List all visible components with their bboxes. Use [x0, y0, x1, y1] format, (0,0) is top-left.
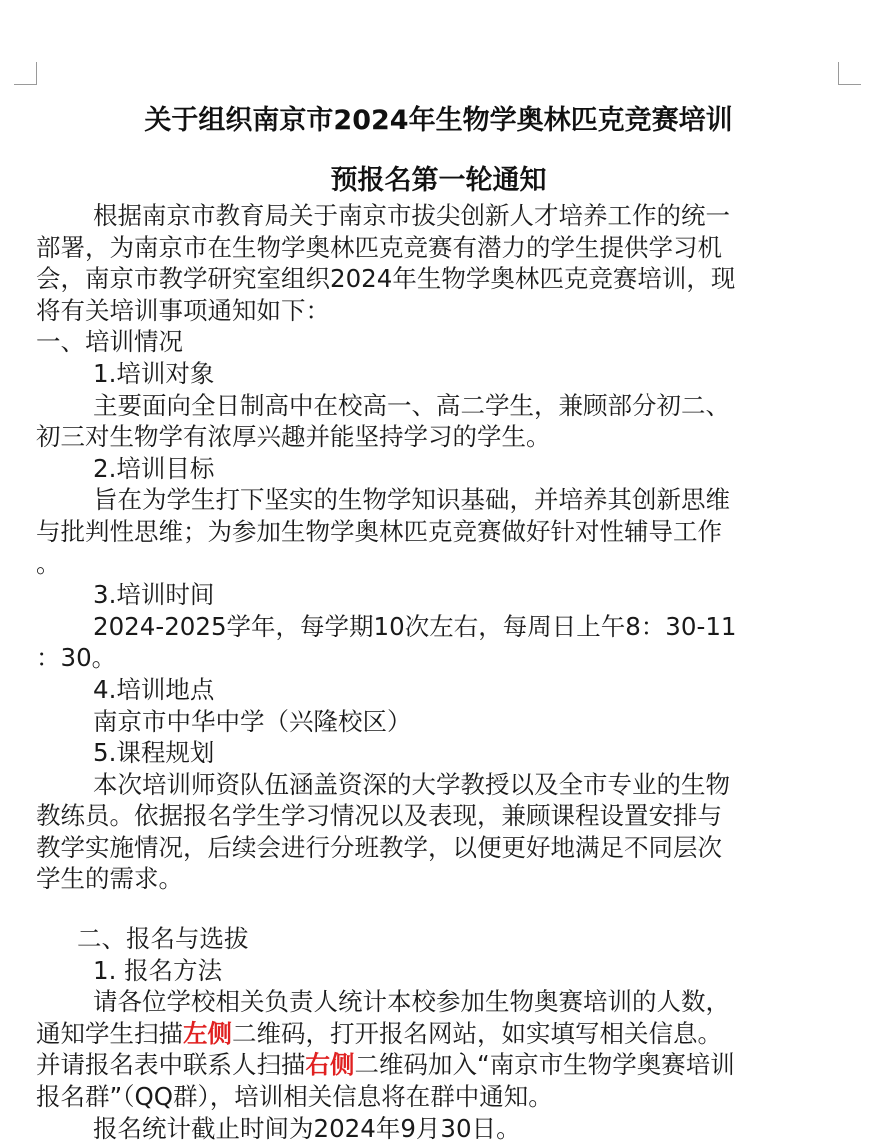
- text-segment: 二维码，打开报名网站，如实填写相关信息。: [232, 1018, 722, 1048]
- highlight-left-side: 左侧: [183, 1018, 232, 1048]
- intro-line: 将有关培训事项通知如下：: [36, 295, 330, 325]
- paragraph-line: 学生的需求。: [36, 864, 183, 894]
- paragraph-line-with-highlight: [36, 1018, 841, 1050]
- paragraph-line: ：30。: [36, 643, 117, 673]
- paragraph-line: 初三对生物学有浓厚兴趣并能坚持学习的学生。: [36, 422, 551, 452]
- section1-item1-title: 1.培训对象: [93, 358, 215, 388]
- intro-line: 部署，为南京市在生物学奥林匹克竞赛有潜力的学生提供学习机: [36, 232, 722, 262]
- intro-line: 根据南京市教育局关于南京市拔尖创新人才培养工作的统一: [93, 201, 730, 230]
- document-title-line-1: 关于组织南京市2024年生物学奥林匹克竞赛培训: [144, 105, 733, 136]
- paragraph-line-with-highlight: [36, 1049, 841, 1081]
- paragraph-line: 南京市中华中学（兴隆校区）: [93, 706, 412, 736]
- page-corner-mark-top-right: [838, 62, 861, 85]
- page-corner-mark-top-left: [14, 62, 37, 85]
- paragraph-line: 报名群”（QQ群），培训相关信息将在群中通知。: [36, 1082, 553, 1112]
- paragraph-line: 请各位学校相关负责人统计本校参加生物奥赛培训的人数，: [93, 987, 730, 1017]
- section2-heading: 二、报名与选拔: [77, 924, 249, 954]
- paragraph-line: 旨在为学生打下坚实的生物学知识基础，并培养其创新思维: [93, 485, 730, 515]
- section1-item5-title: 5.课程规划: [93, 738, 215, 768]
- text-segment: 二维码加入“南京市生物学奥赛培训: [354, 1050, 735, 1080]
- section1-heading: 一、培训情况: [36, 327, 183, 357]
- deadline-line: 报名统计截止时间为2024年9月30日。: [93, 1113, 521, 1143]
- highlight-right-side: 右侧: [305, 1050, 355, 1080]
- blank-line: [36, 895, 841, 923]
- section1-item4-title: 4.培训地点: [93, 674, 215, 704]
- paragraph-line: 2024-2025学年，每学期10次左右，每周日上午8：30-11: [93, 611, 737, 641]
- text-segment: 通知学生扫描: [36, 1018, 183, 1048]
- text-segment: 并请报名表中联系人扫描: [36, 1050, 306, 1080]
- section2-item1-title: 1. 报名方法: [93, 955, 223, 985]
- paragraph-line: 本次培训师资队伍涵盖资深的大学教授以及全市专业的生物: [93, 769, 730, 799]
- paragraph-line: 教练员。依据报名学生学习情况以及表现，兼顾课程设置安排与: [36, 801, 722, 831]
- paragraph-line: 主要面向全日制高中在校高一、高二学生，兼顾部分初二、: [93, 390, 730, 420]
- intro-line: 会，南京市教学研究室组织2024年生物学奥林匹克竞赛培训，现: [36, 264, 736, 294]
- paragraph-line: 与批判性思维；为参加生物学奥林匹克竞赛做好针对性辅导工作: [36, 516, 722, 546]
- paragraph-line: 。: [36, 548, 61, 578]
- section1-item2-title: 2.培训目标: [93, 453, 215, 483]
- document-body: [36, 200, 841, 1144]
- document-title-line-2: 预报名第一轮通知: [330, 165, 547, 196]
- paragraph-line: 教学实施情况，后续会进行分班教学，以便更好地满足不同层次: [36, 832, 722, 862]
- section1-item3-title: 3.培训时间: [93, 580, 215, 610]
